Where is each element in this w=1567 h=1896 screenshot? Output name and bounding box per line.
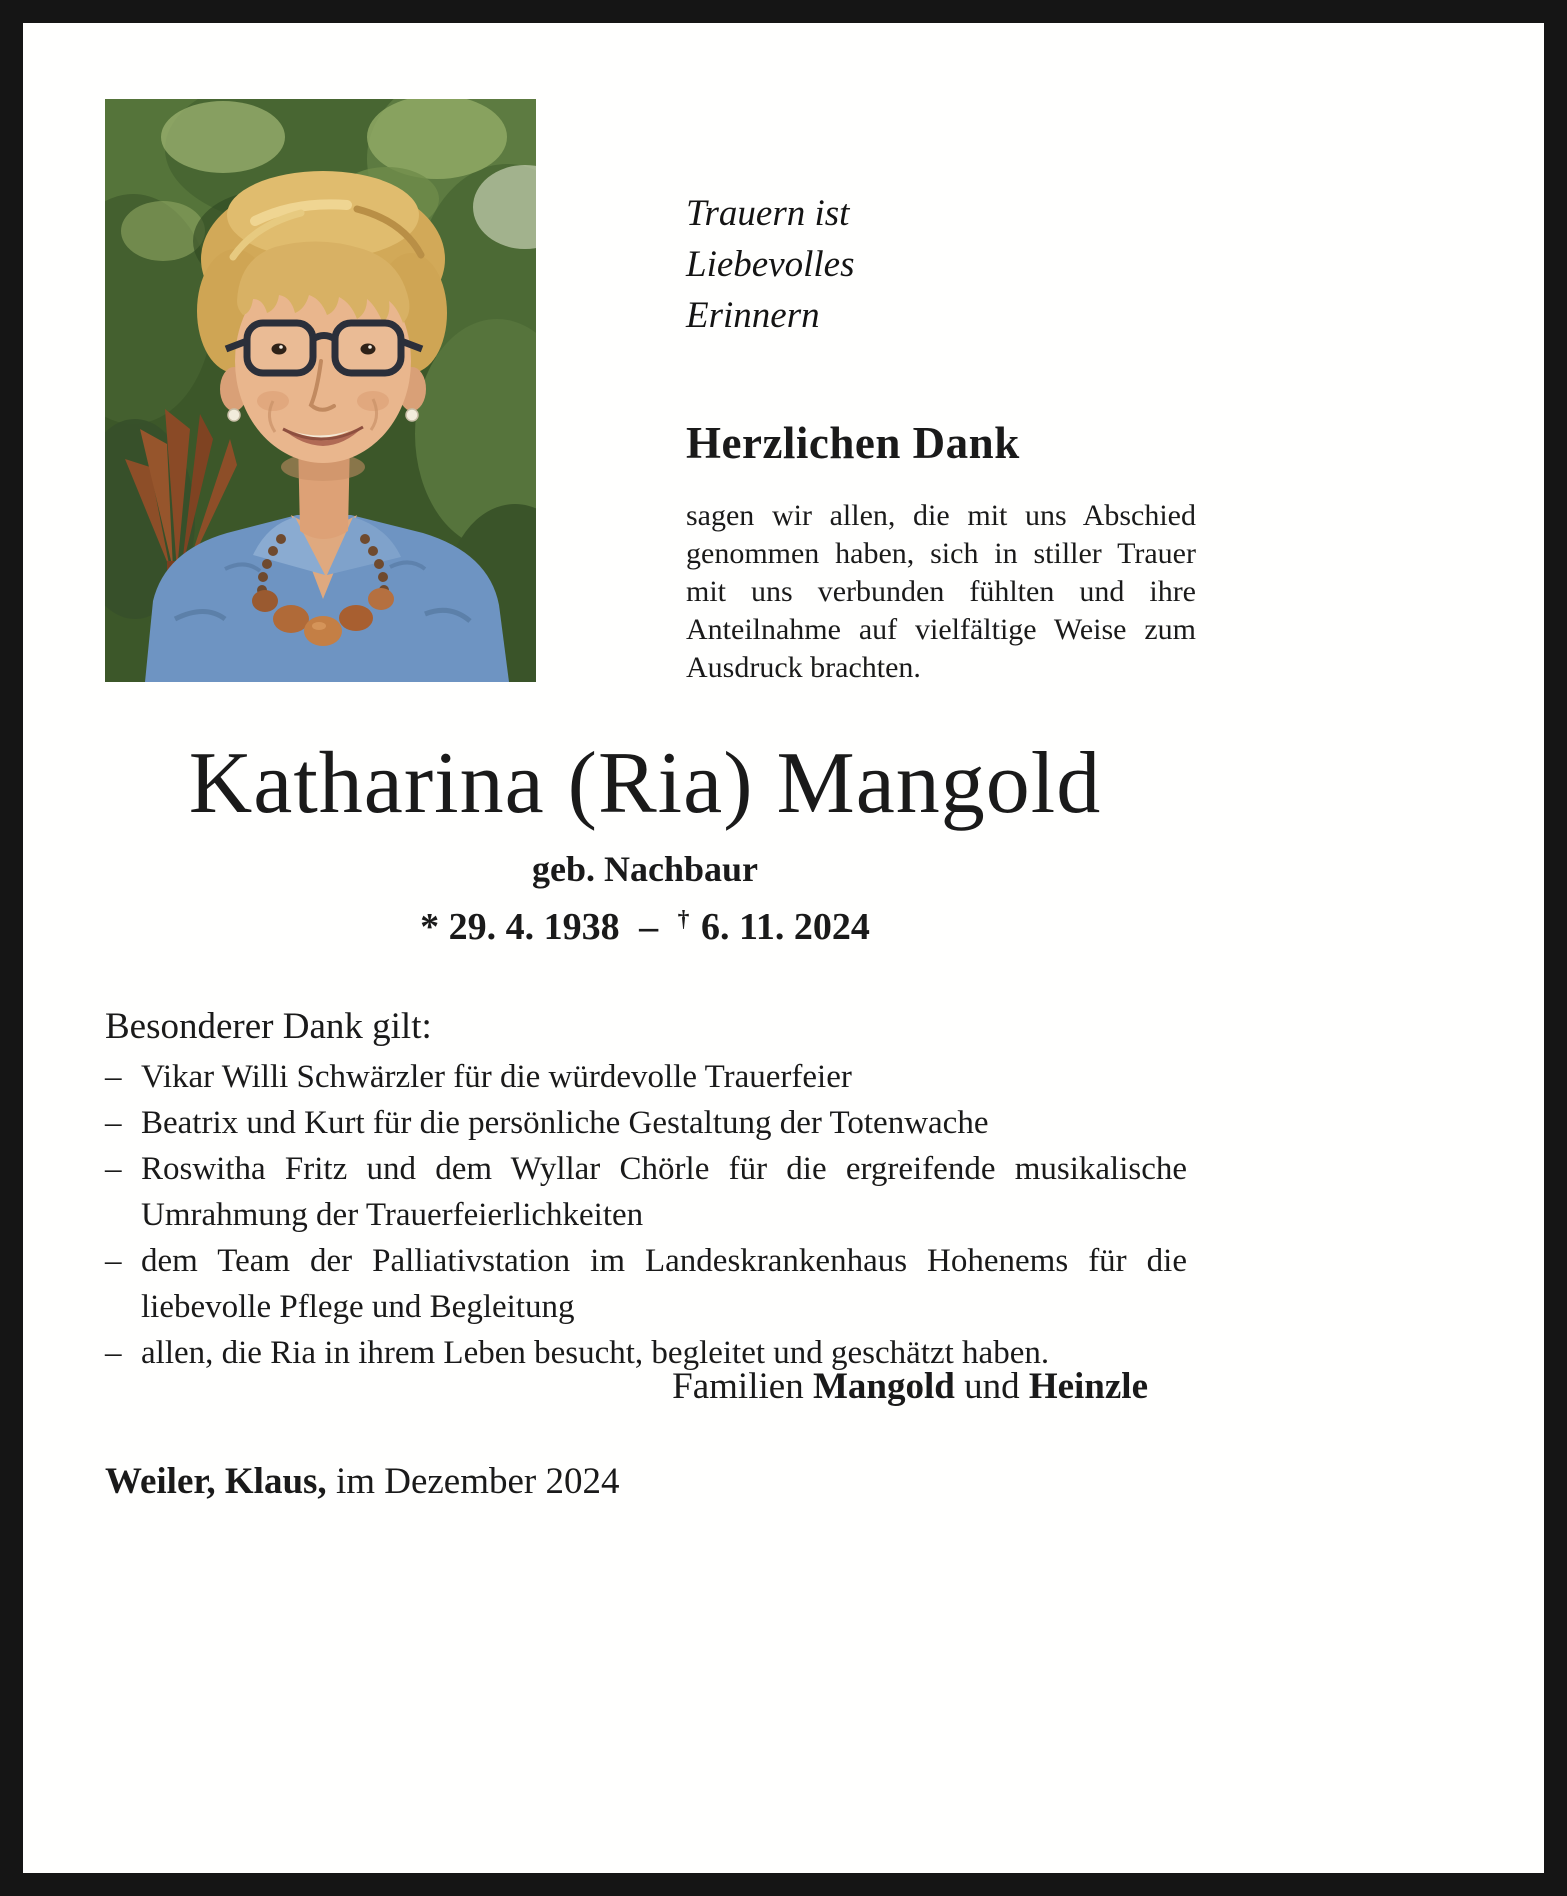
dash-marker: – [105, 1243, 122, 1279]
footer-line [105, 1460, 620, 1503]
signature-connector: und [964, 1366, 1020, 1407]
thanks-paragraph: sagen wir allen, die mit uns Abschied genommen haben, sich in stiller Trauer mit uns verbunden fühlten und ihre Anteilnahme auf vielfältige Weise zum Ausdruck brachten. [686, 499, 1196, 684]
footer-date: im Dezember 2024 [335, 1461, 620, 1502]
dates-separator: – [639, 906, 659, 948]
thanks-heading: Herzlichen Dank [686, 418, 1020, 468]
list-item-text: Vikar Willi Schwärzler für die würdevolle Trauerfeier [141, 1059, 852, 1095]
death-symbol: † [677, 906, 690, 933]
dash-marker: – [105, 1105, 122, 1141]
list-item [105, 1146, 1187, 1238]
dash-marker: – [105, 1059, 122, 1095]
list-item-text: dem Team der Palliativstation im Landeskrankenhaus Hohenems für die liebevolle Pflege und Begleitung [141, 1243, 1187, 1325]
list-item-text: Roswitha Fritz und dem Wyllar Chörle für die ergreifende musikalische Umrahmung der Trauerfeierlichkeiten [141, 1151, 1187, 1233]
portrait-illustration [105, 99, 536, 682]
memorial-quote-line: Erinnern [686, 295, 820, 336]
portrait-photo [105, 99, 536, 682]
dash-marker: – [105, 1335, 122, 1371]
maiden-name: geb. Nachbaur [531, 849, 759, 889]
list-item [105, 1238, 1187, 1330]
special-thanks-list [105, 1054, 1187, 1376]
list-item [105, 1100, 1187, 1146]
death-date: 6. 11. 2024 [700, 906, 870, 948]
deceased-name: Katharina (Ria) Mangold [188, 735, 1102, 832]
list-item [105, 1054, 1187, 1100]
footer-location: Weiler, Klaus, [105, 1461, 327, 1502]
signature-family-2: Heinzle [1028, 1366, 1148, 1407]
birth-date: 29. 4. 1938 [448, 906, 620, 948]
list-item-text: Beatrix und Kurt für die persönliche Gestaltung der Totenwache [141, 1105, 989, 1141]
memorial-quote [686, 188, 855, 341]
signature-prefix: Familien [672, 1366, 804, 1407]
family-signature [105, 1365, 1148, 1408]
life-dates [105, 905, 1185, 949]
dash-marker: – [105, 1151, 122, 1187]
signature-family-1: Mangold [812, 1366, 955, 1407]
list-item-text: allen, die Ria in ihrem Leben besucht, begleitet und geschätzt haben. [141, 1335, 1050, 1371]
memorial-quote-line: Trauern ist [686, 193, 850, 234]
birth-symbol: * [420, 906, 440, 948]
memorial-quote-line: Liebevolles [686, 244, 855, 285]
special-thanks-heading: Besonderer Dank gilt: [105, 1006, 432, 1047]
